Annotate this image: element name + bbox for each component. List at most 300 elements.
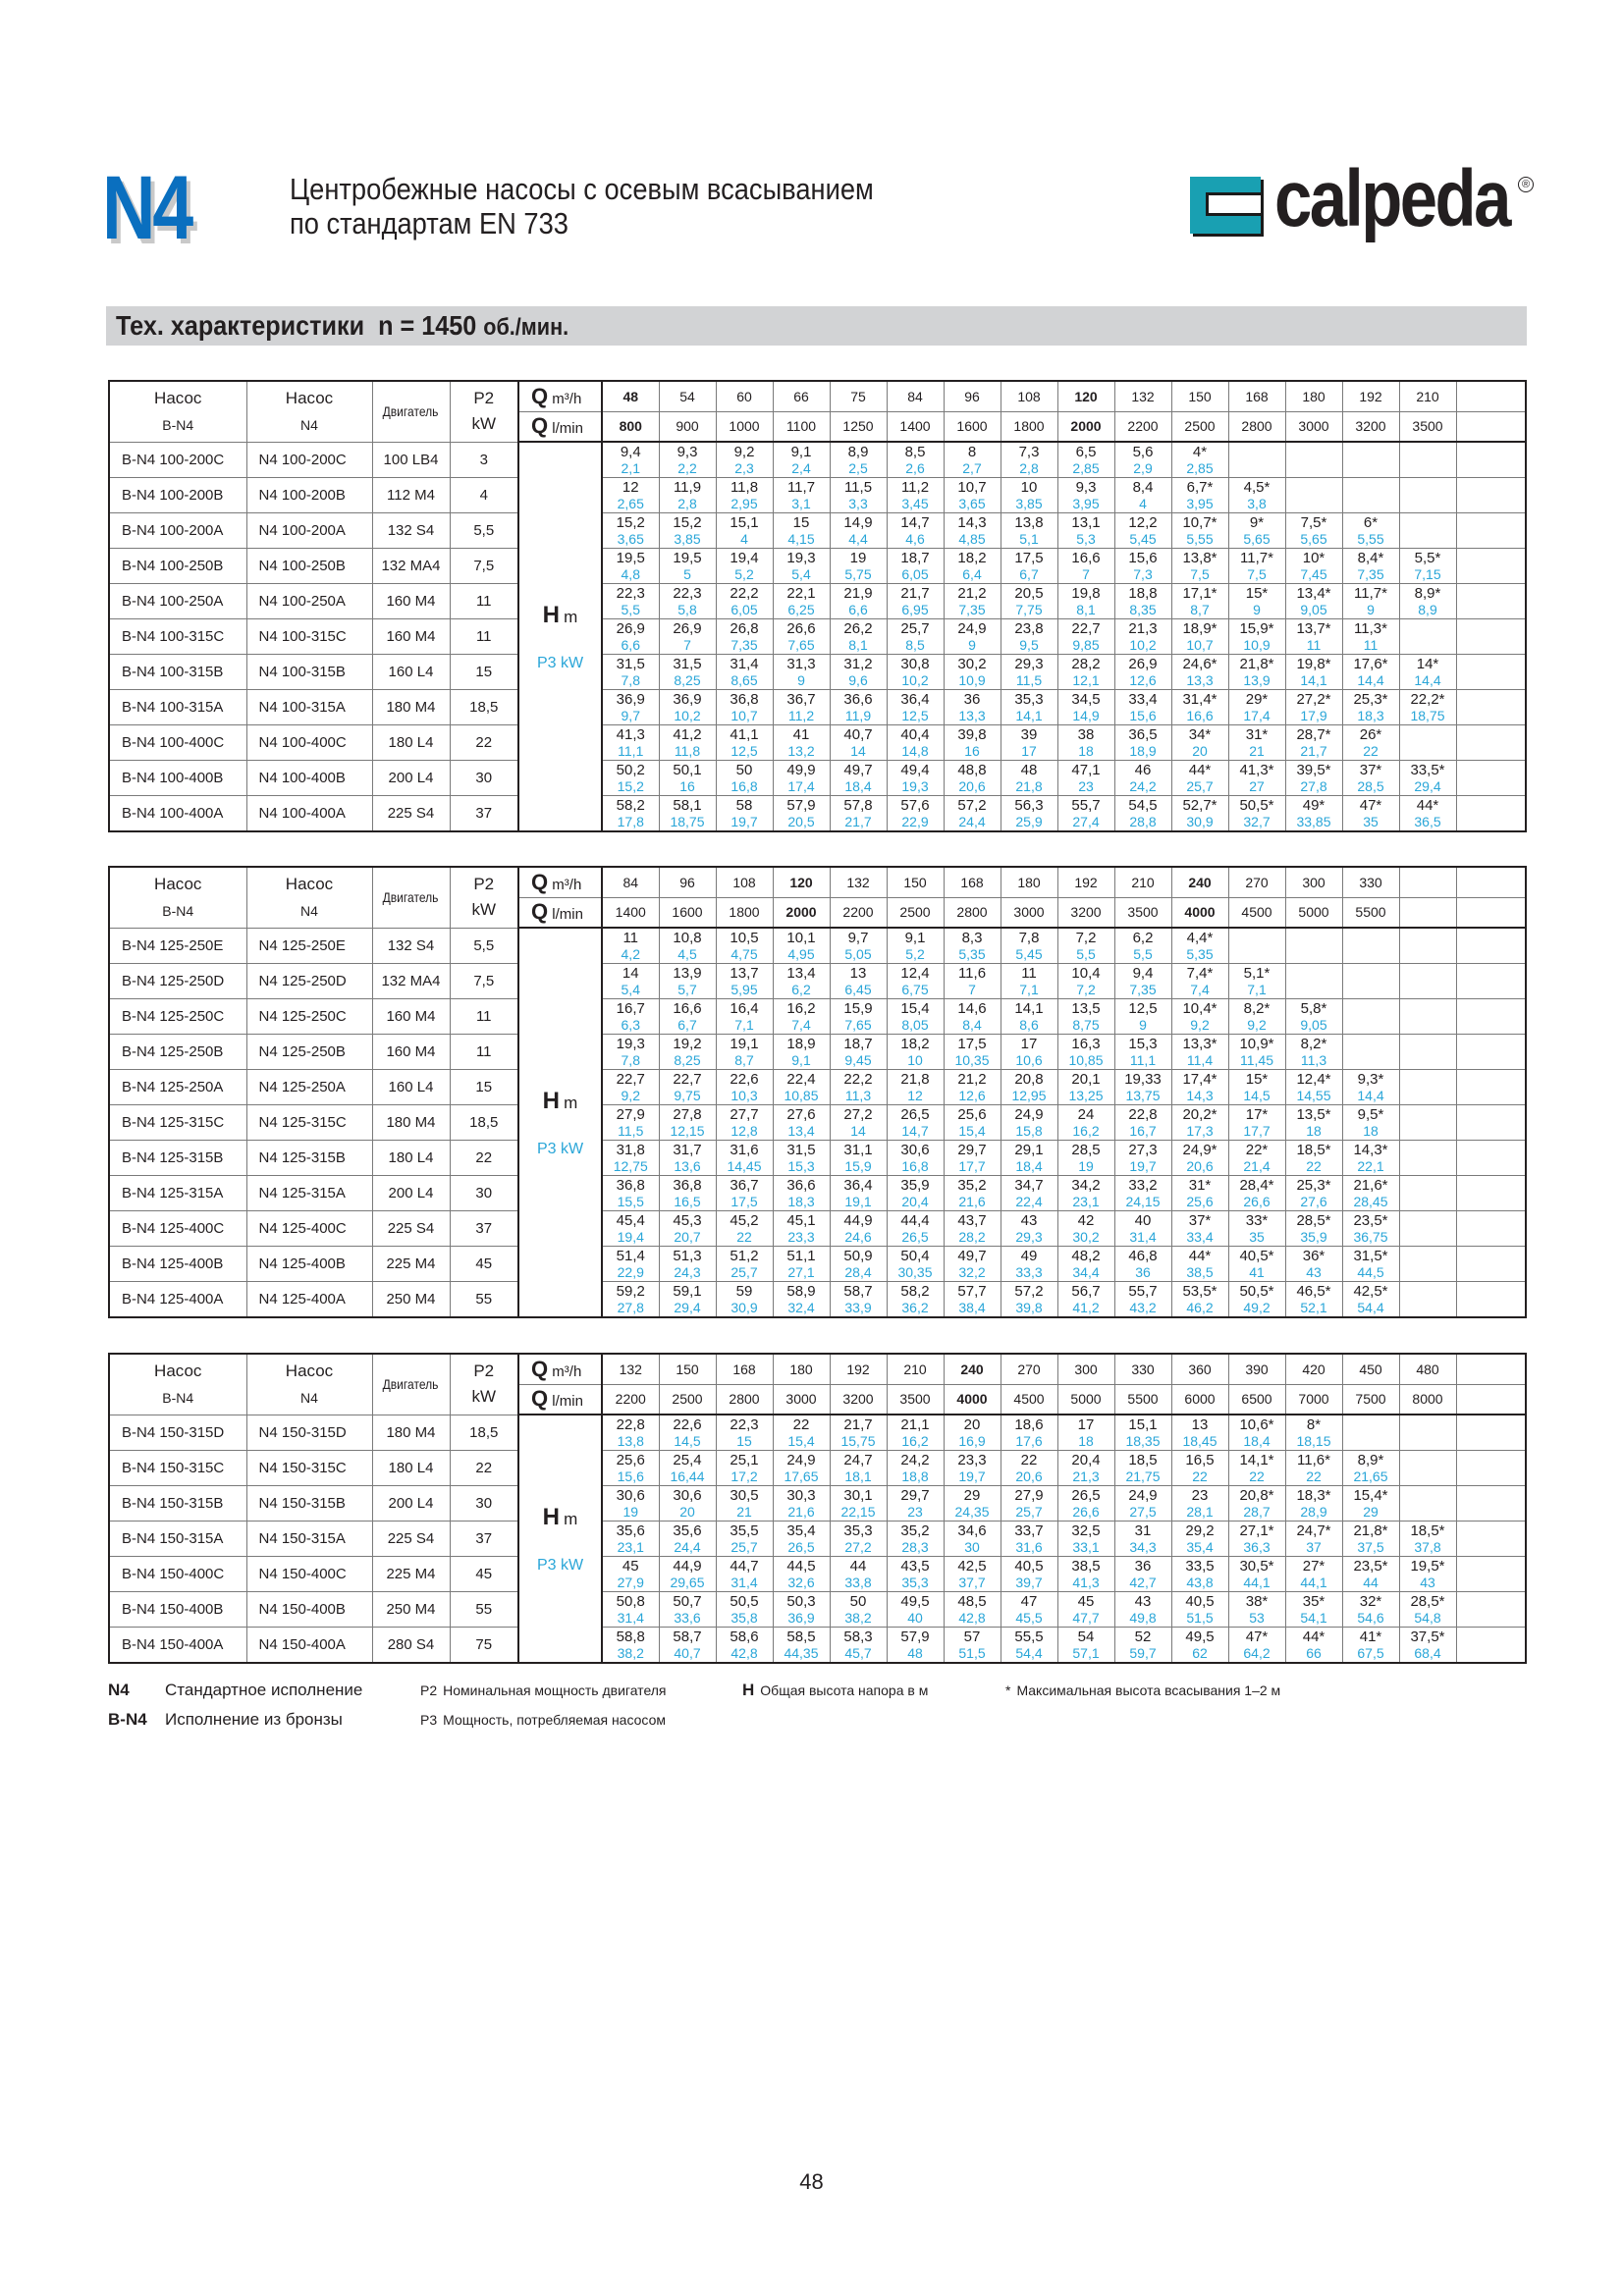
p3-value: 32,4 [787, 1300, 815, 1315]
performance-cell [887, 1176, 944, 1211]
head-value: 21,9 [843, 585, 873, 602]
head-value [1400, 1487, 1456, 1504]
performance-cell [1228, 442, 1285, 478]
p3-value: 31,6 [1015, 1539, 1043, 1555]
head-value [1400, 1416, 1456, 1433]
table-row [109, 619, 1526, 655]
flow-m3h-header: 132 [830, 867, 887, 897]
head-value: 44* [1188, 1248, 1212, 1264]
pump-model-bn4: B-N4 125-400B [109, 1247, 246, 1282]
head-value: 24,9 [957, 620, 987, 637]
performance-cell [944, 1486, 1001, 1522]
head-value: 47* [1245, 1629, 1269, 1645]
pump-model-bn4: B-N4 100-200C [109, 442, 246, 478]
head-value: 19,3 [616, 1036, 645, 1052]
performance-cell [773, 1035, 830, 1070]
head-value: 53,5* [1182, 1283, 1217, 1300]
performance-cell [830, 513, 887, 549]
col-header-pump-n4-sub: N4 [300, 903, 318, 920]
head-value: 6,2 [1132, 930, 1154, 946]
performance-cell [944, 1141, 1001, 1176]
p3-value: 16 [964, 743, 980, 759]
head-value: 27,2* [1296, 691, 1331, 708]
head-value: 18,5* [1296, 1142, 1331, 1158]
p3-value: 8,9 [1418, 602, 1437, 617]
head-unit: m [564, 1093, 578, 1112]
performance-cell [1114, 964, 1171, 999]
head-value: 21,8 [900, 1071, 930, 1088]
p3-value: 5,4 [621, 982, 640, 997]
p3-value: 19,7 [730, 814, 758, 829]
performance-cell [1228, 1035, 1285, 1070]
performance-cell [602, 1105, 659, 1141]
head-value: 8,2* [1300, 1036, 1327, 1052]
p3-value: 5,55 [1357, 531, 1384, 547]
head-value: 31,5 [673, 656, 702, 672]
p3-value: 11 [1306, 637, 1322, 653]
p3-value [1229, 946, 1285, 962]
table-row [109, 478, 1526, 513]
p3-value: 19 [1078, 1158, 1094, 1174]
p3-value: 30,2 [1072, 1229, 1100, 1245]
col-header-motor [372, 1354, 450, 1415]
flow-m3h-header: 108 [716, 867, 773, 897]
p3-value: 28,8 [1129, 814, 1157, 829]
p3-value: 17,2 [730, 1468, 758, 1484]
p3-value: 14,4 [1414, 672, 1441, 688]
head-value [1400, 726, 1456, 743]
performance-cell [830, 1522, 887, 1557]
head-value: 35,2 [957, 1177, 987, 1194]
performance-cell [1285, 964, 1342, 999]
flow-lmin-header: 2200 [830, 897, 887, 928]
head-value: 9,7 [847, 930, 869, 946]
spare-column-cell [1456, 1451, 1526, 1486]
head-value: 36,6 [786, 1177, 816, 1194]
performance-cell [1285, 1211, 1342, 1247]
p3-value: 41 [1249, 1264, 1265, 1280]
head-value: 14,6 [957, 1000, 987, 1017]
performance-cell [1399, 1211, 1456, 1247]
performance-cell [1001, 655, 1057, 690]
head-power-label [518, 928, 602, 1317]
p2-power: 18,5 [450, 1415, 518, 1451]
p3-value: 14,3 [1186, 1088, 1214, 1103]
head-value: 20,5 [1014, 585, 1044, 602]
performance-cell [1114, 725, 1171, 761]
performance-cell [944, 442, 1001, 478]
p3-value: 35 [1249, 1229, 1265, 1245]
performance-cell [944, 1628, 1001, 1664]
p3-value: 32,7 [1243, 814, 1271, 829]
spare-column-cell [1456, 1282, 1526, 1318]
performance-cell [1342, 725, 1399, 761]
performance-cell [1057, 442, 1114, 478]
p3-value: 51,5 [958, 1645, 986, 1661]
table-row [109, 549, 1526, 584]
head-value: 21,1 [900, 1416, 930, 1433]
performance-cell [1057, 1557, 1114, 1592]
head-value: 16,7 [616, 1000, 645, 1017]
p3-value: 6,95 [901, 602, 929, 617]
p3-value: 10,7 [1186, 637, 1214, 653]
head-value: 21,3 [1128, 620, 1158, 637]
performance-cell [1057, 964, 1114, 999]
p3-value: 4,2 [621, 946, 640, 962]
p3-value [1229, 460, 1285, 476]
p3-value: 30,35 [897, 1264, 933, 1280]
head-value: 49 [1020, 1248, 1038, 1264]
performance-cell [659, 1282, 716, 1318]
q-lmin-label [518, 897, 602, 928]
flow-m3h-header: 96 [659, 867, 716, 897]
legend-item-p3 [420, 1712, 725, 1728]
p3-value: 33,1 [1072, 1539, 1100, 1555]
head-value: 10,4* [1182, 1000, 1217, 1017]
head-value: 36,7 [786, 691, 816, 708]
performance-cell [716, 1486, 773, 1522]
p3-value: 22 [1192, 1468, 1208, 1484]
p3-value: 19,7 [1129, 1158, 1157, 1174]
head-value: 13,9 [673, 965, 702, 982]
performance-cell [830, 690, 887, 725]
head-value: 58,2 [616, 797, 645, 814]
p2-power: 11 [450, 619, 518, 655]
head-value: 28,5* [1410, 1593, 1445, 1610]
p3-value: 24,15 [1125, 1194, 1161, 1209]
head-value: 25,1 [730, 1452, 759, 1468]
motor-type: 250 M4 [372, 1282, 450, 1318]
head-value: 30,5* [1239, 1558, 1274, 1575]
p3-value: 5,5 [1076, 946, 1096, 962]
performance-cell [1342, 1522, 1399, 1557]
flow-m3h-header: 120 [773, 867, 830, 897]
performance-cell [1285, 655, 1342, 690]
head-value: 39,5* [1296, 762, 1331, 778]
series-mark: N4 [102, 158, 190, 258]
head-value: 33,5* [1410, 762, 1445, 778]
head-value: 24,7 [843, 1452, 873, 1468]
head-value [1400, 1283, 1456, 1300]
performance-cell [944, 1415, 1001, 1451]
performance-cell [1001, 1247, 1057, 1282]
spare-column-cell [1456, 761, 1526, 796]
p2-power: 7,5 [450, 549, 518, 584]
p3-value: 7,65 [787, 637, 815, 653]
p3-value: 2,4 [791, 460, 811, 476]
p3-value: 11,1 [1129, 1052, 1157, 1068]
section-header [106, 306, 1527, 346]
head-value: 8* [1306, 1416, 1322, 1433]
performance-cell [1057, 1141, 1114, 1176]
p2-power: 11 [450, 584, 518, 619]
performance-cell [1399, 964, 1456, 999]
head-value: 43,5 [900, 1558, 930, 1575]
p3-value: 25,6 [1186, 1194, 1214, 1209]
head-value: 18,9* [1182, 620, 1217, 637]
spare-column-cell [1456, 1070, 1526, 1105]
p3-value: 13,4 [787, 1123, 815, 1139]
performance-cell [659, 999, 716, 1035]
performance-cell [716, 1282, 773, 1318]
calpeda-logo [1190, 154, 1534, 257]
p3-value [1286, 496, 1342, 511]
head-value: 11,9 [673, 479, 702, 496]
p3-value: 35,3 [901, 1575, 929, 1590]
head-value [1400, 1142, 1456, 1158]
flow-lmin-header: 1800 [716, 897, 773, 928]
pump-model-n4: N4 125-250D [246, 964, 372, 999]
p3-value: 22,4 [1015, 1194, 1043, 1209]
p3-value: 9,75 [674, 1088, 701, 1103]
spare-column-cell [1456, 478, 1526, 513]
head-value: 9,5* [1357, 1106, 1384, 1123]
spare-column-cell [1456, 1557, 1526, 1592]
p3-value: 21,7 [1300, 743, 1327, 759]
pump-model-bn4: B-N4 150-400B [109, 1592, 246, 1628]
p3-value: 10 [907, 1052, 923, 1068]
head-value: 35,4 [786, 1522, 816, 1539]
performance-cell [716, 1247, 773, 1282]
performance-cell [1171, 1035, 1228, 1070]
col-header-p2-symbol: P2 [473, 1362, 495, 1381]
head-value: 14,3* [1353, 1142, 1388, 1158]
performance-cell [1001, 796, 1057, 832]
head-value: 14,9 [843, 514, 873, 531]
head-value: 7,4* [1186, 965, 1214, 982]
p3-value: 44,5 [1357, 1264, 1384, 1280]
performance-cell [602, 1141, 659, 1176]
head-value: 48,2 [1071, 1248, 1101, 1264]
performance-cell [830, 1282, 887, 1318]
p3-value: 7,1 [1019, 982, 1039, 997]
p3-value: 40,7 [674, 1645, 701, 1661]
performance-cell [602, 964, 659, 999]
col-header-motor [372, 867, 450, 928]
head-value [1286, 930, 1342, 946]
head-value: 37* [1188, 1212, 1212, 1229]
performance-cell [773, 1592, 830, 1628]
performance-cell [1285, 584, 1342, 619]
motor-type: 225 S4 [372, 1522, 450, 1557]
performance-cell [1057, 1592, 1114, 1628]
head-value: 31,6 [730, 1142, 759, 1158]
performance-cell [944, 619, 1001, 655]
performance-cell [659, 1035, 716, 1070]
p3-value: 15,2 [617, 778, 644, 794]
head-value: 34,2 [1071, 1177, 1101, 1194]
p3-value: 2,5 [848, 460, 868, 476]
head-power-label [518, 442, 602, 831]
p3-value: 8,1 [848, 637, 868, 653]
head-value: 30,6 [673, 1487, 702, 1504]
p3-value: 11,1 [618, 743, 644, 759]
spare-column-cell [1456, 442, 1526, 478]
head-value: 15,3 [1128, 1036, 1158, 1052]
p3-value [1343, 496, 1399, 511]
performance-cell [716, 1070, 773, 1105]
p3-value: 16,6 [1186, 708, 1214, 723]
p3-value: 11,3 [1300, 1052, 1327, 1068]
head-value: 29,7 [900, 1487, 930, 1504]
p3-value: 48 [907, 1645, 923, 1661]
p3-value: 38,2 [844, 1610, 872, 1626]
performance-cell [1342, 1141, 1399, 1176]
performance-cell [830, 1176, 887, 1211]
p3-value: 12,5 [901, 708, 929, 723]
performance-cell [1228, 725, 1285, 761]
p3-value: 5,5 [1133, 946, 1153, 962]
performance-cell [1228, 1247, 1285, 1282]
performance-cell [1342, 513, 1399, 549]
p3-value: 13,3 [1186, 672, 1214, 688]
performance-cell [773, 761, 830, 796]
head-value: 42,5 [957, 1558, 987, 1575]
head-value: 15* [1245, 1071, 1269, 1088]
p3-value: 4,95 [787, 946, 815, 962]
performance-cell [602, 1211, 659, 1247]
p3-value: 10,2 [1129, 637, 1157, 653]
head-value: 36,4 [843, 1177, 873, 1194]
performance-cell [887, 442, 944, 478]
p3-value [1343, 460, 1399, 476]
p3-value: 6,6 [848, 602, 868, 617]
head-value: 27,8 [673, 1106, 702, 1123]
p3-value: 2,6 [905, 460, 925, 476]
head-value: 39 [1020, 726, 1038, 743]
performance-cell [887, 619, 944, 655]
flow-lmin-header: 800 [602, 411, 659, 442]
flow-lmin-header: 2800 [1228, 411, 1285, 442]
performance-cell [944, 478, 1001, 513]
head-value: 18,7 [900, 550, 930, 566]
p3-value: 7,4 [1190, 982, 1210, 997]
pump-model-n4: N4 100-315A [246, 690, 372, 725]
p3-value: 42,8 [730, 1645, 758, 1661]
p3-value: 8,1 [1076, 602, 1096, 617]
flow-lmin-header: 4500 [1001, 1384, 1057, 1415]
performance-cell [830, 1486, 887, 1522]
legend-item-star [1005, 1682, 1280, 1698]
performance-cell [716, 1592, 773, 1628]
p3-value: 20,6 [1015, 1468, 1043, 1484]
pump-model-n4: N4 125-315C [246, 1105, 372, 1141]
head-value: 40 [1134, 1212, 1152, 1229]
head-value: 33,7 [1014, 1522, 1044, 1539]
flow-lmin-header: 5000 [1057, 1384, 1114, 1415]
head-value: 35* [1302, 1593, 1325, 1610]
performance-cell [602, 1592, 659, 1628]
p3-value: 32,6 [787, 1575, 815, 1590]
flow-m3h-header: 168 [1228, 381, 1285, 411]
spare-column-cell [1456, 796, 1526, 832]
head-value: 24,6* [1182, 656, 1217, 672]
performance-cell [1285, 1628, 1342, 1664]
head-value: 8,9* [1357, 1452, 1384, 1468]
motor-type: 180 L4 [372, 1141, 450, 1176]
p3-value: 14 [850, 743, 866, 759]
performance-cell [1228, 549, 1285, 584]
pump-model-bn4: B-N4 100-315A [109, 690, 246, 725]
performance-cell [602, 1486, 659, 1522]
head-value: 19,4 [730, 550, 759, 566]
performance-cell [602, 999, 659, 1035]
p3-value: 57,1 [1072, 1645, 1100, 1661]
performance-cell [1114, 690, 1171, 725]
performance-cell [830, 549, 887, 584]
performance-cell [1342, 1592, 1399, 1628]
performance-cell [773, 1628, 830, 1664]
p3-value: 27,2 [844, 1539, 872, 1555]
legend-bn4-text: Исполнение из бронзы [165, 1710, 343, 1729]
head-value: 27,6 [786, 1106, 816, 1123]
p3-value [1400, 1229, 1456, 1245]
p3-value: 35,4 [1186, 1539, 1214, 1555]
head-value: 5,1* [1243, 965, 1271, 982]
performance-cell [1001, 549, 1057, 584]
performance-cell [887, 478, 944, 513]
flow-m3h-header: 168 [944, 867, 1001, 897]
head-value: 44,9 [843, 1212, 873, 1229]
performance-cell [1057, 1522, 1114, 1557]
p3-value: 5,35 [1186, 946, 1214, 962]
p3-value: 7,8 [621, 672, 640, 688]
head-value: 48,8 [957, 762, 987, 778]
col-header-pump-n4-sub: N4 [300, 417, 318, 434]
p3-value: 13,25 [1068, 1088, 1104, 1103]
head-value [1400, 1212, 1456, 1229]
flow-m3h-header: 192 [830, 1354, 887, 1384]
p2-power: 75 [450, 1628, 518, 1664]
head-value: 30,6 [616, 1487, 645, 1504]
head-value: 50,5* [1239, 797, 1274, 814]
p3-value [1343, 1017, 1399, 1033]
head-value: 11,8 [730, 479, 759, 496]
performance-cell [1114, 1035, 1171, 1070]
spare-column-cell [1456, 1105, 1526, 1141]
performance-cell [602, 1070, 659, 1105]
head-value: 50,5 [730, 1593, 759, 1610]
head-value: 51,1 [786, 1248, 816, 1264]
head-value: 25,4 [673, 1452, 702, 1468]
performance-cell [1001, 1592, 1057, 1628]
head-value: 44* [1188, 762, 1212, 778]
p3-value: 43 [1420, 1575, 1435, 1590]
flow-lmin-header: 3200 [830, 1384, 887, 1415]
head-value: 21,2 [957, 1071, 987, 1088]
p3-value: 49,8 [1129, 1610, 1157, 1626]
performance-cell [944, 549, 1001, 584]
col-header-pump-n4-title: Насос [285, 875, 334, 894]
pump-model-bn4: B-N4 100-200B [109, 478, 246, 513]
head-value: 44,5 [786, 1558, 816, 1575]
head-value: 40,5 [1014, 1558, 1044, 1575]
performance-cell [887, 549, 944, 584]
performance-cell [716, 442, 773, 478]
col-header-p2-unit: kW [471, 900, 497, 920]
flow-lmin-header [1399, 897, 1456, 928]
performance-cell [1114, 584, 1171, 619]
head-value: 15,9* [1239, 620, 1274, 637]
flow-lmin-header: 1600 [659, 897, 716, 928]
p3-value: 68,4 [1414, 1645, 1441, 1661]
performance-cell [944, 1451, 1001, 1486]
head-value: 24,2 [900, 1452, 930, 1468]
head-value: 26,9 [616, 620, 645, 637]
p3-value: 4,6 [905, 531, 925, 547]
p2-power: 4 [450, 478, 518, 513]
page-number: 48 [799, 2169, 824, 2194]
